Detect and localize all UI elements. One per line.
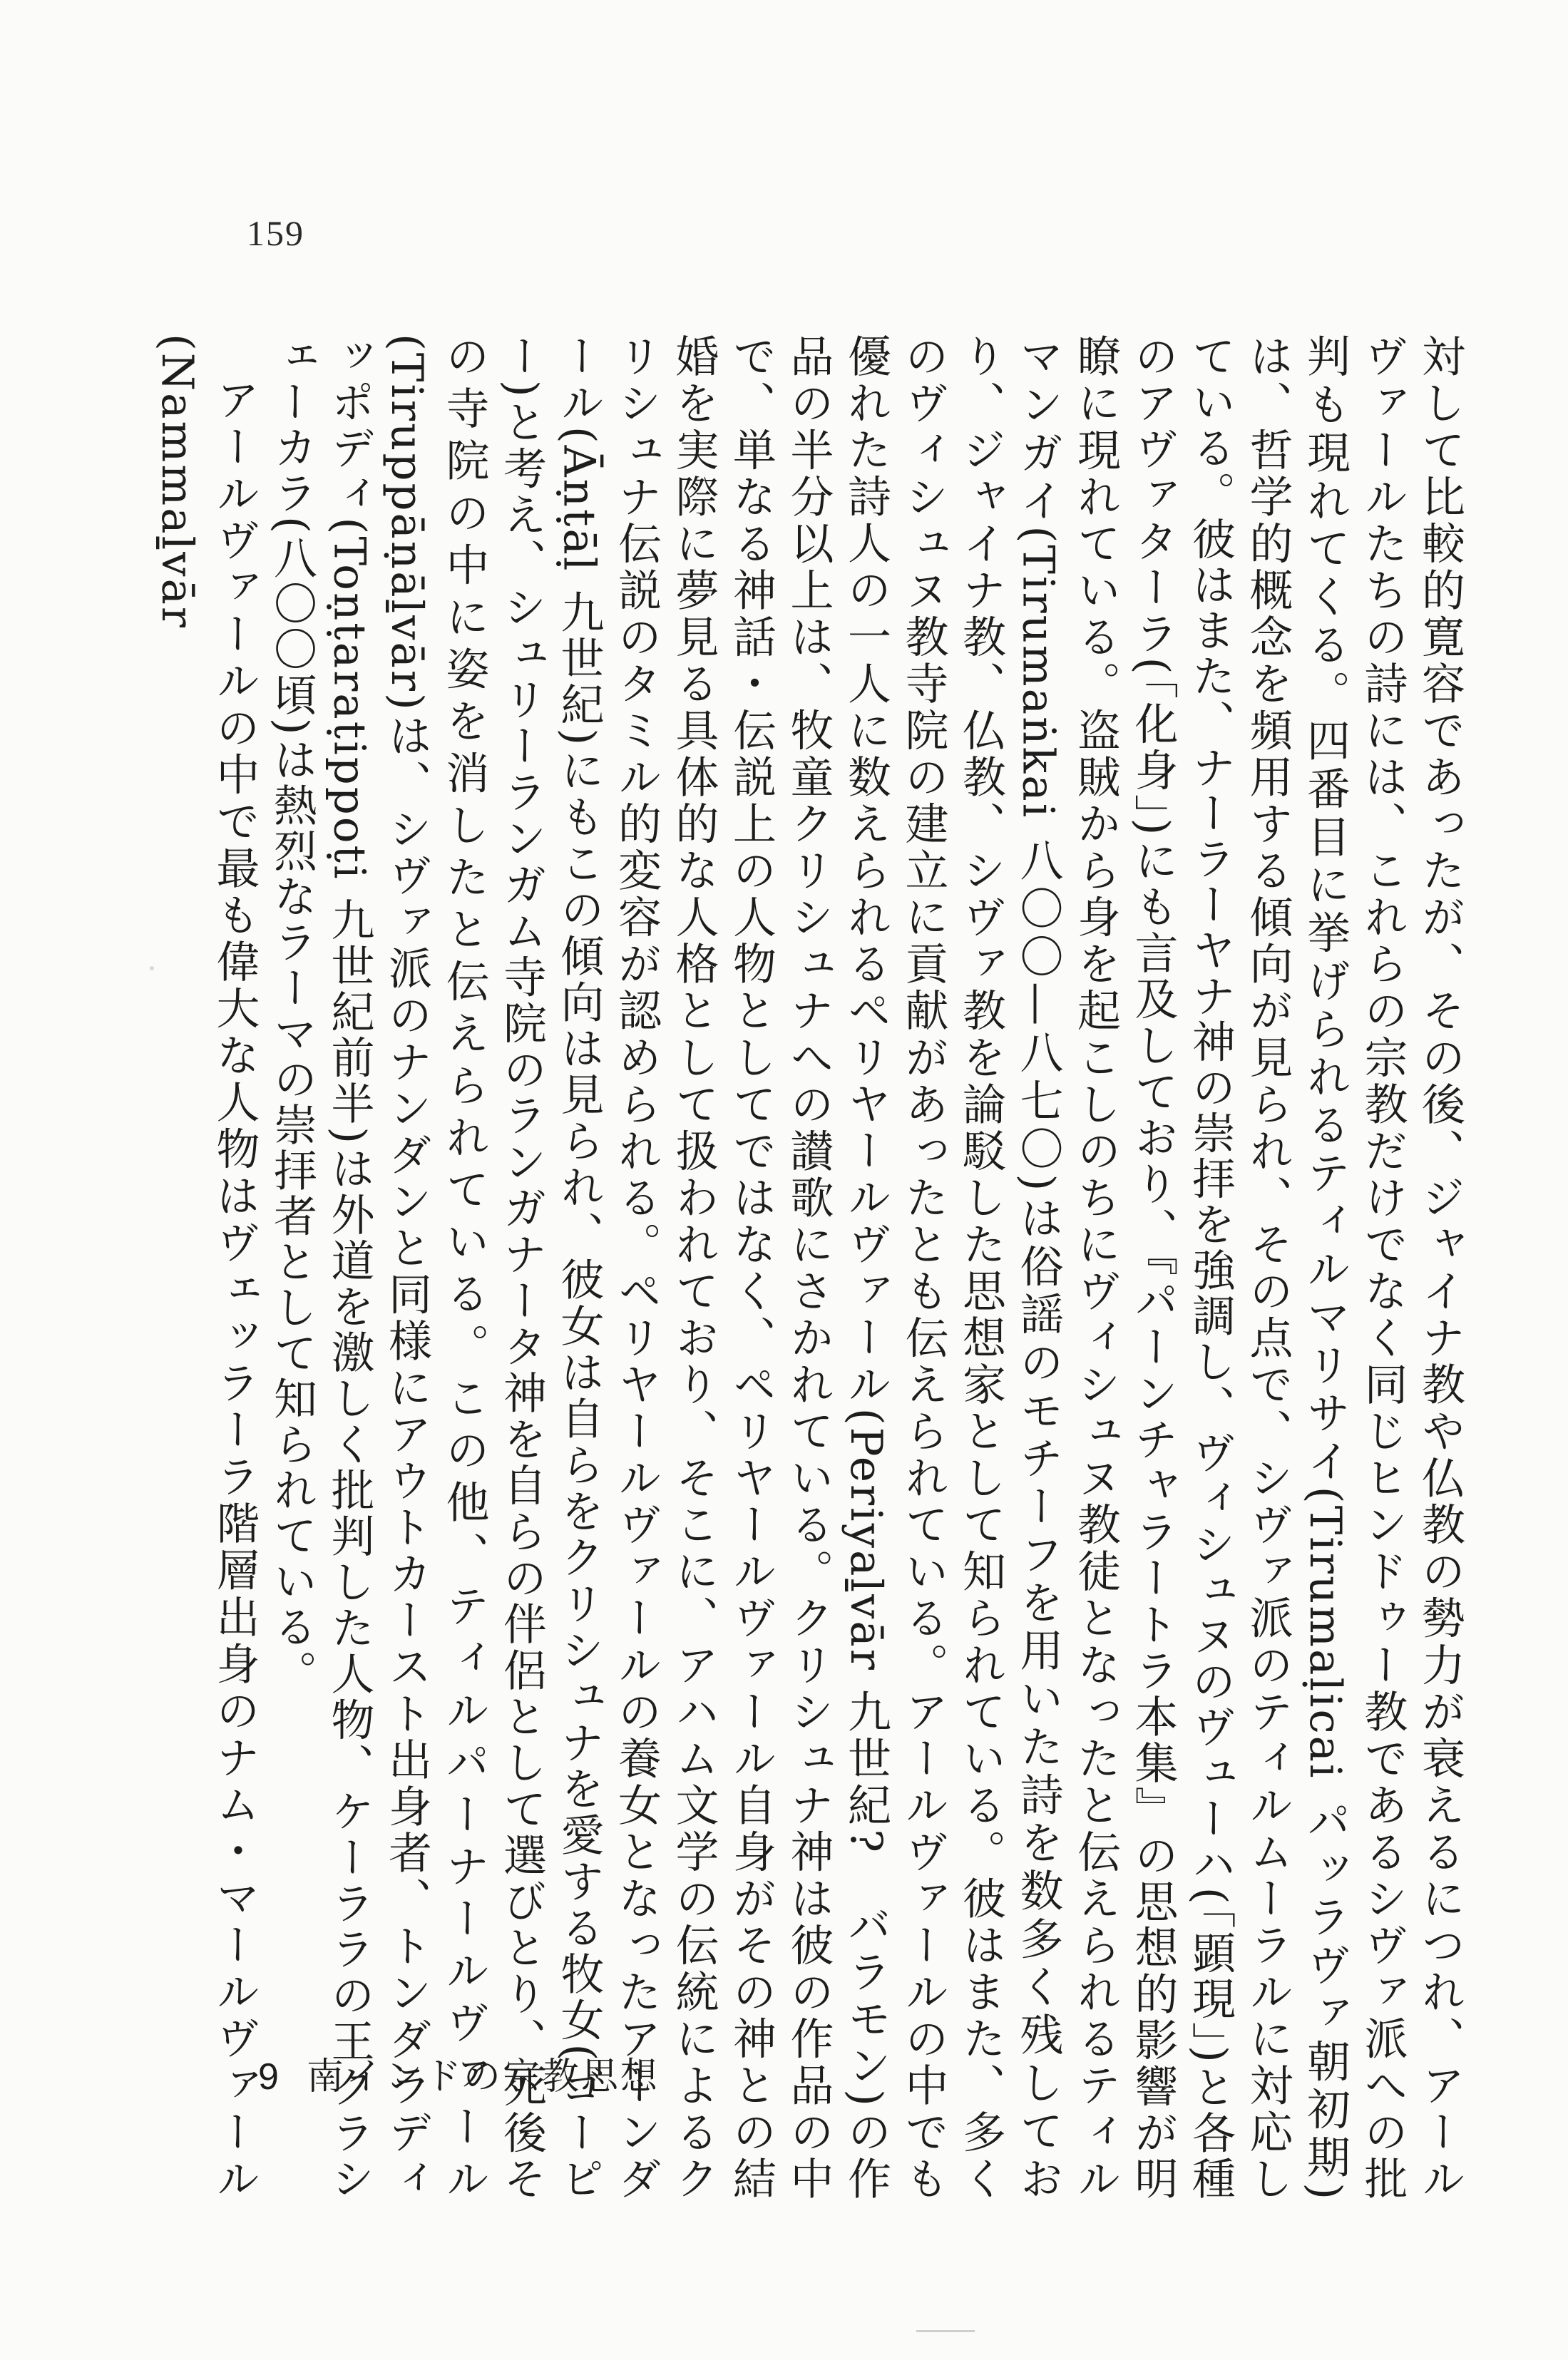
- scan-artifact-dot: [150, 966, 154, 970]
- running-footer: [258, 2046, 660, 2100]
- vertical-body-text: [152, 334, 1468, 2202]
- body-paragraph: アールヴァールの中で最も偉大な人物はヴェッラーラ階層出身のナム・マールヴァール(Nammaḻvār: [152, 334, 260, 2202]
- scan-artifact-line: [916, 2330, 975, 2332]
- body-paragraph: 対して比較的寛容であったが、その後、ジャイナ教や仏教の勢力が衰えるにつれ、アールヴァールたちの詩には、これらの宗教だけでなく同じヒンドゥー教であるシヴァ派への批判も現れてくる。四番目に挙げられるティルマリサイ(Tirumaḷicai パッラヴァ朝初期)は、哲学的概念を頻用する傾向が見られ、その点で、シヴァ派のティルムーラルに対応している。彼はまた、ナーラーヤナ神の崇拝を強調し、ヴィシュヌのヴューハ(「顕現」)と各種のアヴァターラ(「化身」)にも言及しており、『パーンチャラートラ本集』の思想的影響が明瞭に現れている。盗賊から身を起こしのちにヴィシュヌ教徒となったと伝えられるティルマンガイ(Tirumaṅkai 八〇〇—八七〇)は俗謡のモチーフを用いた詩を数多く残しており、ジャイナ教、仏教、シヴァ教を論駁した思想家として知られている。彼はまた、多くのヴィシュヌ教寺院の建立に貢献があったとも伝えられている。アールヴァールの中でも優れた詩人の一人に数えられるペリヤールヴァール(Periyaḻvār 九世紀? バラモン)の作品の半分以上は、牧童クリシュナへの讃歌にさかれている。クリシュナ神は彼の作品の中で、単なる神話・伝説上の人物としてではなく、ペリヤールヴァール自身がその神との結婚を実際に夢見る具体的な人格として扱われており、そこに、アハム文学の伝統によるクリシュナ伝説のタミル的変容が認められる。ペリヤールヴァールの養女となったアーンダール(Āṇṭāḷ 九世紀)にもこの傾向は見られ、彼女は自らをクリシュナを愛する牧女(ゴーピー)と考え、シュリーランガム寺院のランガナータ神を自らの伴侶として選びとり、死後その寺院の中に姿を消したと伝えられている。この他、ティルパーナールヴァール(Tiruppāṇāḻvār)は、シヴァ派のナンダンと同様にアウトカースト出身者、トンダラディッポディ(Toṇṭaraṭippoṭi 九世紀前半)は外道を激しく批判した人物、ケーララの王クラシェーカラ(八〇〇頃)は熱烈なラーマの崇拝者として知られている。: [267, 334, 1465, 2202]
- page-number: 159: [247, 213, 304, 253]
- chapter-title: 南インドの宗教思想: [306, 2056, 660, 2098]
- chapter-number: 9: [258, 2056, 281, 2098]
